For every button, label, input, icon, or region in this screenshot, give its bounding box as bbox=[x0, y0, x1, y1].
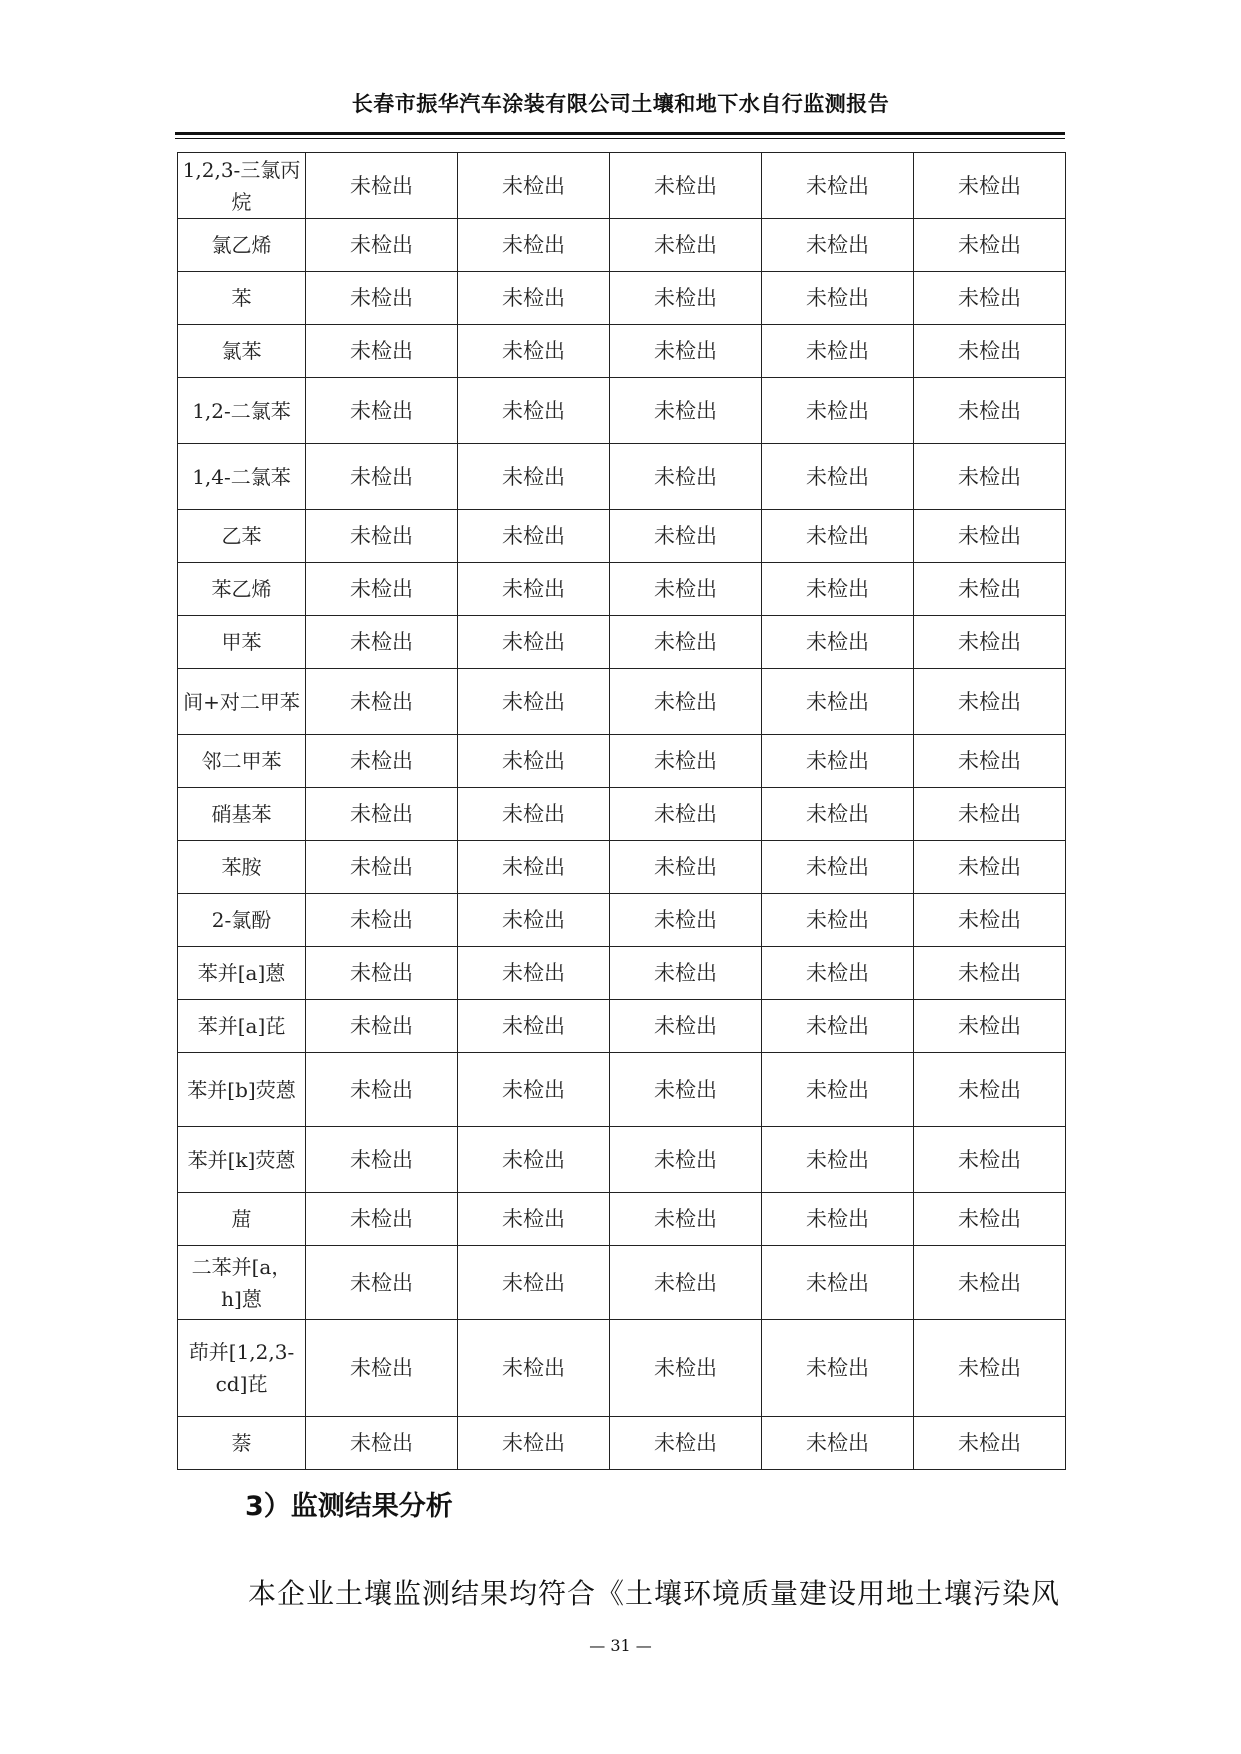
table-row bbox=[178, 510, 1066, 563]
body-paragraph: 本企业土壤监测结果均符合《土壤环境质量建设用地土壤污染风 bbox=[248, 1577, 1061, 1610]
table-cell-value: 未检出 bbox=[458, 1193, 610, 1246]
table-cell-value: 未检出 bbox=[458, 947, 610, 1000]
table-cell-value: 未检出 bbox=[458, 669, 610, 735]
table-cell-value: 未检出 bbox=[762, 325, 914, 378]
table-cell-value: 未检出 bbox=[610, 563, 762, 616]
table-cell-value: 未检出 bbox=[762, 947, 914, 1000]
table-cell-value: 未检出 bbox=[914, 1000, 1066, 1053]
results-table bbox=[177, 152, 1066, 1470]
table-cell-value: 未检出 bbox=[914, 735, 1066, 788]
table-cell-value: 未检出 bbox=[914, 153, 1066, 219]
table-cell-value: 未检出 bbox=[306, 894, 458, 947]
table-cell-value: 未检出 bbox=[306, 669, 458, 735]
table-cell-value: 未检出 bbox=[914, 1127, 1066, 1193]
table-cell-item: 甲苯 bbox=[178, 616, 306, 669]
table-cell-value: 未检出 bbox=[610, 735, 762, 788]
table-cell-value: 未检出 bbox=[762, 272, 914, 325]
table-cell-value: 未检出 bbox=[458, 1053, 610, 1127]
table-cell-value: 未检出 bbox=[610, 1417, 762, 1470]
table-cell-value: 未检出 bbox=[914, 947, 1066, 1000]
table-row bbox=[178, 788, 1066, 841]
table-row bbox=[178, 1000, 1066, 1053]
table-cell-value: 未检出 bbox=[610, 788, 762, 841]
table-cell-value: 未检出 bbox=[458, 153, 610, 219]
table-cell-value: 未检出 bbox=[610, 272, 762, 325]
table-cell-value: 未检出 bbox=[762, 841, 914, 894]
table-row bbox=[178, 947, 1066, 1000]
header-rule-thick bbox=[175, 132, 1065, 135]
table-cell-item: 1,2-二氯苯 bbox=[178, 378, 306, 444]
table-cell-value: 未检出 bbox=[458, 272, 610, 325]
table-row bbox=[178, 444, 1066, 510]
page-number: — 31 — bbox=[589, 1636, 652, 1655]
table-cell-value: 未检出 bbox=[306, 1320, 458, 1417]
table-row bbox=[178, 219, 1066, 272]
table-cell-item: 苯胺 bbox=[178, 841, 306, 894]
table-cell-value: 未检出 bbox=[914, 219, 1066, 272]
table-cell-value: 未检出 bbox=[306, 1053, 458, 1127]
table-cell-value: 未检出 bbox=[458, 1320, 610, 1417]
table-cell-value: 未检出 bbox=[762, 1000, 914, 1053]
table-cell-value: 未检出 bbox=[458, 735, 610, 788]
table-cell-item: 二苯并[a，h]蒽 bbox=[178, 1246, 306, 1320]
table-cell-value: 未检出 bbox=[610, 1320, 762, 1417]
table-row bbox=[178, 1417, 1066, 1470]
table-cell-value: 未检出 bbox=[610, 616, 762, 669]
table-cell-item: 2-氯酚 bbox=[178, 894, 306, 947]
table-cell-item: 苯并[k]荧蒽 bbox=[178, 1127, 306, 1193]
table-row bbox=[178, 325, 1066, 378]
table-row bbox=[178, 841, 1066, 894]
table-cell-value: 未检出 bbox=[306, 153, 458, 219]
table-cell-value: 未检出 bbox=[762, 444, 914, 510]
table-cell-value: 未检出 bbox=[762, 563, 914, 616]
report-header-title: 长春市振华汽车涂装有限公司土壤和地下水自行监测报告 bbox=[351, 92, 890, 116]
table-cell-value: 未检出 bbox=[762, 1127, 914, 1193]
table-cell-item: 1,4-二氯苯 bbox=[178, 444, 306, 510]
table-cell-value: 未检出 bbox=[762, 894, 914, 947]
table-cell-value: 未检出 bbox=[610, 219, 762, 272]
table-row bbox=[178, 1246, 1066, 1320]
table-cell-item: 硝基苯 bbox=[178, 788, 306, 841]
section-heading: 3）监测结果分析 bbox=[245, 1491, 453, 1522]
table-cell-value: 未检出 bbox=[458, 1246, 610, 1320]
table-cell-value: 未检出 bbox=[762, 669, 914, 735]
table-cell-value: 未检出 bbox=[306, 947, 458, 1000]
table-cell-value: 未检出 bbox=[914, 378, 1066, 444]
table-cell-item: 茚并[1,2,3-cd]芘 bbox=[178, 1320, 306, 1417]
table-cell-value: 未检出 bbox=[762, 788, 914, 841]
table-cell-value: 未检出 bbox=[458, 510, 610, 563]
table-cell-item: 苯乙烯 bbox=[178, 563, 306, 616]
table-cell-value: 未检出 bbox=[458, 378, 610, 444]
table-cell-value: 未检出 bbox=[458, 894, 610, 947]
table-cell-item: 乙苯 bbox=[178, 510, 306, 563]
table-row bbox=[178, 378, 1066, 444]
table-cell-value: 未检出 bbox=[914, 444, 1066, 510]
table-cell-value: 未检出 bbox=[610, 669, 762, 735]
table-cell-value: 未检出 bbox=[306, 444, 458, 510]
table-cell-item: 氯苯 bbox=[178, 325, 306, 378]
table-cell-value: 未检出 bbox=[306, 563, 458, 616]
table-cell-item: 氯乙烯 bbox=[178, 219, 306, 272]
table-cell-value: 未检出 bbox=[914, 325, 1066, 378]
table-cell-value: 未检出 bbox=[610, 841, 762, 894]
table-cell-value: 未检出 bbox=[610, 1193, 762, 1246]
table-cell-value: 未检出 bbox=[306, 1246, 458, 1320]
table-cell-value: 未检出 bbox=[306, 841, 458, 894]
table-row bbox=[178, 669, 1066, 735]
table-cell-value: 未检出 bbox=[458, 563, 610, 616]
table-cell-value: 未检出 bbox=[914, 510, 1066, 563]
table-row bbox=[178, 1320, 1066, 1417]
table-cell-item: 苯并[b]荧蒽 bbox=[178, 1053, 306, 1127]
table-cell-value: 未检出 bbox=[762, 1053, 914, 1127]
table-cell-value: 未检出 bbox=[306, 272, 458, 325]
table-cell-value: 未检出 bbox=[762, 219, 914, 272]
table-cell-value: 未检出 bbox=[306, 735, 458, 788]
table-cell-value: 未检出 bbox=[762, 378, 914, 444]
table-cell-value: 未检出 bbox=[306, 1193, 458, 1246]
table-cell-value: 未检出 bbox=[458, 444, 610, 510]
table-cell-value: 未检出 bbox=[458, 841, 610, 894]
table-row bbox=[178, 563, 1066, 616]
table-cell-value: 未检出 bbox=[458, 219, 610, 272]
table-cell-item: 苯并[a]蒽 bbox=[178, 947, 306, 1000]
table-cell-item: 苯并[a]芘 bbox=[178, 1000, 306, 1053]
table-cell-value: 未检出 bbox=[610, 947, 762, 1000]
table-cell-value: 未检出 bbox=[914, 616, 1066, 669]
table-cell-value: 未检出 bbox=[458, 788, 610, 841]
table-cell-value: 未检出 bbox=[306, 378, 458, 444]
table-cell-value: 未检出 bbox=[610, 1053, 762, 1127]
table-cell-value: 未检出 bbox=[914, 563, 1066, 616]
table-row bbox=[178, 1193, 1066, 1246]
table-cell-value: 未检出 bbox=[914, 669, 1066, 735]
table-row bbox=[178, 616, 1066, 669]
table-row bbox=[178, 894, 1066, 947]
table-cell-value: 未检出 bbox=[610, 153, 762, 219]
table-cell-value: 未检出 bbox=[306, 325, 458, 378]
table-cell-value: 未检出 bbox=[458, 1417, 610, 1470]
table-cell-item: 苯 bbox=[178, 272, 306, 325]
table-cell-item: 间+对二甲苯 bbox=[178, 669, 306, 735]
table-cell-item: 萘 bbox=[178, 1417, 306, 1470]
table-cell-value: 未检出 bbox=[306, 1417, 458, 1470]
table-cell-value: 未检出 bbox=[762, 616, 914, 669]
table-cell-value: 未检出 bbox=[914, 1417, 1066, 1470]
table-cell-value: 未检出 bbox=[610, 325, 762, 378]
table-cell-value: 未检出 bbox=[762, 1193, 914, 1246]
table-cell-value: 未检出 bbox=[306, 788, 458, 841]
table-cell-value: 未检出 bbox=[458, 616, 610, 669]
table-row bbox=[178, 735, 1066, 788]
table-cell-value: 未检出 bbox=[458, 325, 610, 378]
table-cell-value: 未检出 bbox=[762, 735, 914, 788]
table-cell-value: 未检出 bbox=[914, 1246, 1066, 1320]
results-table-body bbox=[178, 153, 1066, 1470]
table-row bbox=[178, 272, 1066, 325]
table-cell-item: 邻二甲苯 bbox=[178, 735, 306, 788]
table-cell-value: 未检出 bbox=[762, 1417, 914, 1470]
table-cell-item: 1,2,3-三氯丙烷 bbox=[178, 153, 306, 219]
table-cell-value: 未检出 bbox=[762, 510, 914, 563]
table-cell-value: 未检出 bbox=[306, 616, 458, 669]
table-cell-value: 未检出 bbox=[914, 272, 1066, 325]
table-row bbox=[178, 1127, 1066, 1193]
table-cell-value: 未检出 bbox=[914, 1320, 1066, 1417]
table-row bbox=[178, 1053, 1066, 1127]
table-cell-value: 未检出 bbox=[914, 894, 1066, 947]
header-rule-thin bbox=[175, 138, 1065, 139]
table-cell-value: 未检出 bbox=[306, 1127, 458, 1193]
table-cell-value: 未检出 bbox=[306, 1000, 458, 1053]
table-cell-item: 䓛 bbox=[178, 1193, 306, 1246]
table-cell-value: 未检出 bbox=[306, 219, 458, 272]
table-cell-value: 未检出 bbox=[610, 894, 762, 947]
table-row bbox=[178, 153, 1066, 219]
table-cell-value: 未检出 bbox=[610, 1127, 762, 1193]
table-cell-value: 未检出 bbox=[914, 1053, 1066, 1127]
table-cell-value: 未检出 bbox=[458, 1127, 610, 1193]
table-cell-value: 未检出 bbox=[610, 510, 762, 563]
table-cell-value: 未检出 bbox=[306, 510, 458, 563]
table-cell-value: 未检出 bbox=[458, 1000, 610, 1053]
table-cell-value: 未检出 bbox=[914, 1193, 1066, 1246]
table-cell-value: 未检出 bbox=[914, 788, 1066, 841]
table-cell-value: 未检出 bbox=[762, 1246, 914, 1320]
table-cell-value: 未检出 bbox=[610, 1246, 762, 1320]
table-cell-value: 未检出 bbox=[610, 378, 762, 444]
table-cell-value: 未检出 bbox=[610, 444, 762, 510]
table-cell-value: 未检出 bbox=[610, 1000, 762, 1053]
table-cell-value: 未检出 bbox=[762, 153, 914, 219]
table-cell-value: 未检出 bbox=[914, 841, 1066, 894]
table-cell-value: 未检出 bbox=[762, 1320, 914, 1417]
